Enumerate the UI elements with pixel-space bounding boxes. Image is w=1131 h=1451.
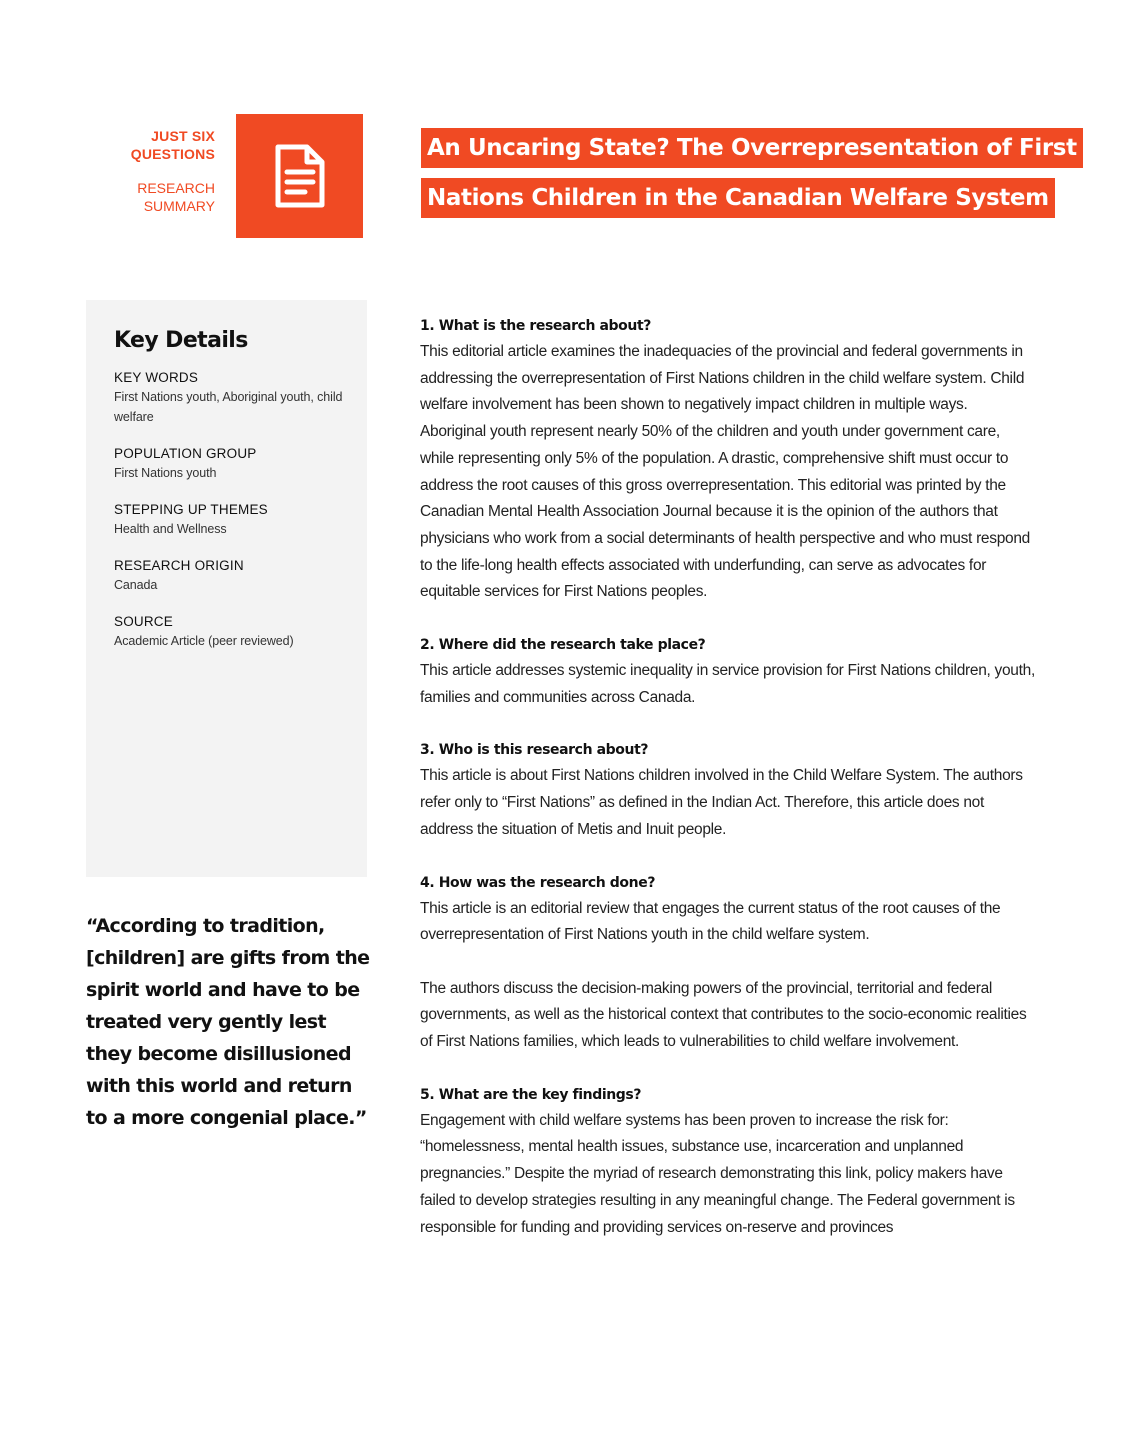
key-detail-value: Canada (114, 578, 158, 592)
key-detail-item (114, 369, 347, 427)
key-detail-value: First Nations youth, Aboriginal youth, child welfare (114, 390, 343, 424)
brand-line-1: JUST SIX (151, 128, 215, 144)
title-line-2: Nations Children in the Canadian Welfare System (421, 178, 1055, 218)
key-detail-label: POPULATION GROUP (114, 446, 257, 461)
key-detail-item (114, 445, 347, 483)
section-paragraph: This article addresses systemic inequality in service provision for First Nations children, youth, families and communities across Canada. (420, 662, 1035, 706)
key-details-heading: Key Details (114, 328, 248, 353)
key-detail-label: SOURCE (114, 614, 173, 629)
section-research-location (420, 632, 1035, 711)
brand-line-3: RESEARCH (137, 180, 215, 196)
section-question: 4. How was the research done? (420, 874, 656, 891)
section-paragraph: This article is an editorial review that engages the current status of the root causes of the overrepresentation of First Nations youth in the child welfare system. (420, 899, 1001, 944)
key-details-panel (86, 300, 367, 877)
page-title (421, 128, 1083, 211)
section-key-findings (420, 1082, 1035, 1242)
brand-label (131, 127, 215, 215)
key-detail-value: Health and Wellness (114, 522, 227, 536)
brand-line-4: SUMMARY (143, 198, 215, 214)
section-question: 5. What are the key findings? (420, 1086, 642, 1103)
section-question: 1. What is the research about? (420, 318, 651, 334)
brand-line-2: QUESTIONS (130, 146, 215, 162)
section-research-about (420, 313, 1035, 606)
section-research-method (420, 870, 1035, 1056)
section-paragraph: This editorial article examines the inadequacies of the provincial and federal governments in addressing the overrepresentation of First Nations children in the child welfare system. Child welfare involvement has been shown to negatively impact children in multiple ways. Aboriginal youth represent nearly 50% of the children and youth under government care, while representing only 5% of the population. A drastic, comprehensive shift must occur to address the root causes of this gross overrepresentation. This editorial was printed by the Canadian Mental Health Association Journal because it is the opinion of the authors that physicians who work from a social determinants of health perspective and who must respond to the life-long health effects associated with underfunding, can serve as advocates for equitable services for First Nations peoples. (420, 343, 1030, 601)
title-line-1: An Uncaring State? The Overrepresentation of First (421, 128, 1083, 168)
main-content (420, 313, 1035, 1267)
pull-quote: “According to tradition, [children] are gifts from the spirit world and have to be treated very gently lest they become disillusioned with this world and return to a more congenial place.” (86, 915, 370, 1129)
section-research-subjects (420, 737, 1035, 843)
section-question: 2. Where did the research take place? (420, 637, 706, 654)
key-detail-item (114, 557, 347, 595)
key-detail-label: STEPPING UP THEMES (114, 502, 268, 517)
section-question: 3. Who is this research about? (420, 742, 649, 759)
key-detail-item (114, 501, 347, 539)
key-detail-item (114, 613, 347, 651)
document-icon-box (236, 114, 363, 238)
key-detail-value: First Nations youth (114, 466, 217, 480)
key-detail-value: Academic Article (peer reviewed) (114, 634, 294, 648)
section-paragraph: The authors discuss the decision-making powers of the provincial, territorial and federal governments, as well as the historical context that contributes to the socio-economic realities of First Nations families, which leads to vulnerabilities to child welfare involvement. (420, 979, 1027, 1051)
document-icon (274, 144, 326, 208)
section-paragraph: Engagement with child welfare systems has been proven to increase the risk for: “homelessness, mental health issues, substance use, incarceration and unplanned pregnancies.” Despite the myriad of research demonstrating this link, policy makers have failed to develop strategies resulting in any meaningful change. The Federal government is responsible for funding and providing services on-reserve and provinces (420, 1111, 1015, 1236)
key-detail-label: KEY WORDS (114, 370, 199, 385)
key-detail-label: RESEARCH ORIGIN (114, 558, 244, 573)
section-paragraph: This article is about First Nations children involved in the Child Welfare System. The authors refer only to “First Nations” as defined in the Indian Act. Therefore, this article does not address the situation of Metis and Inuit people. (420, 767, 1023, 838)
